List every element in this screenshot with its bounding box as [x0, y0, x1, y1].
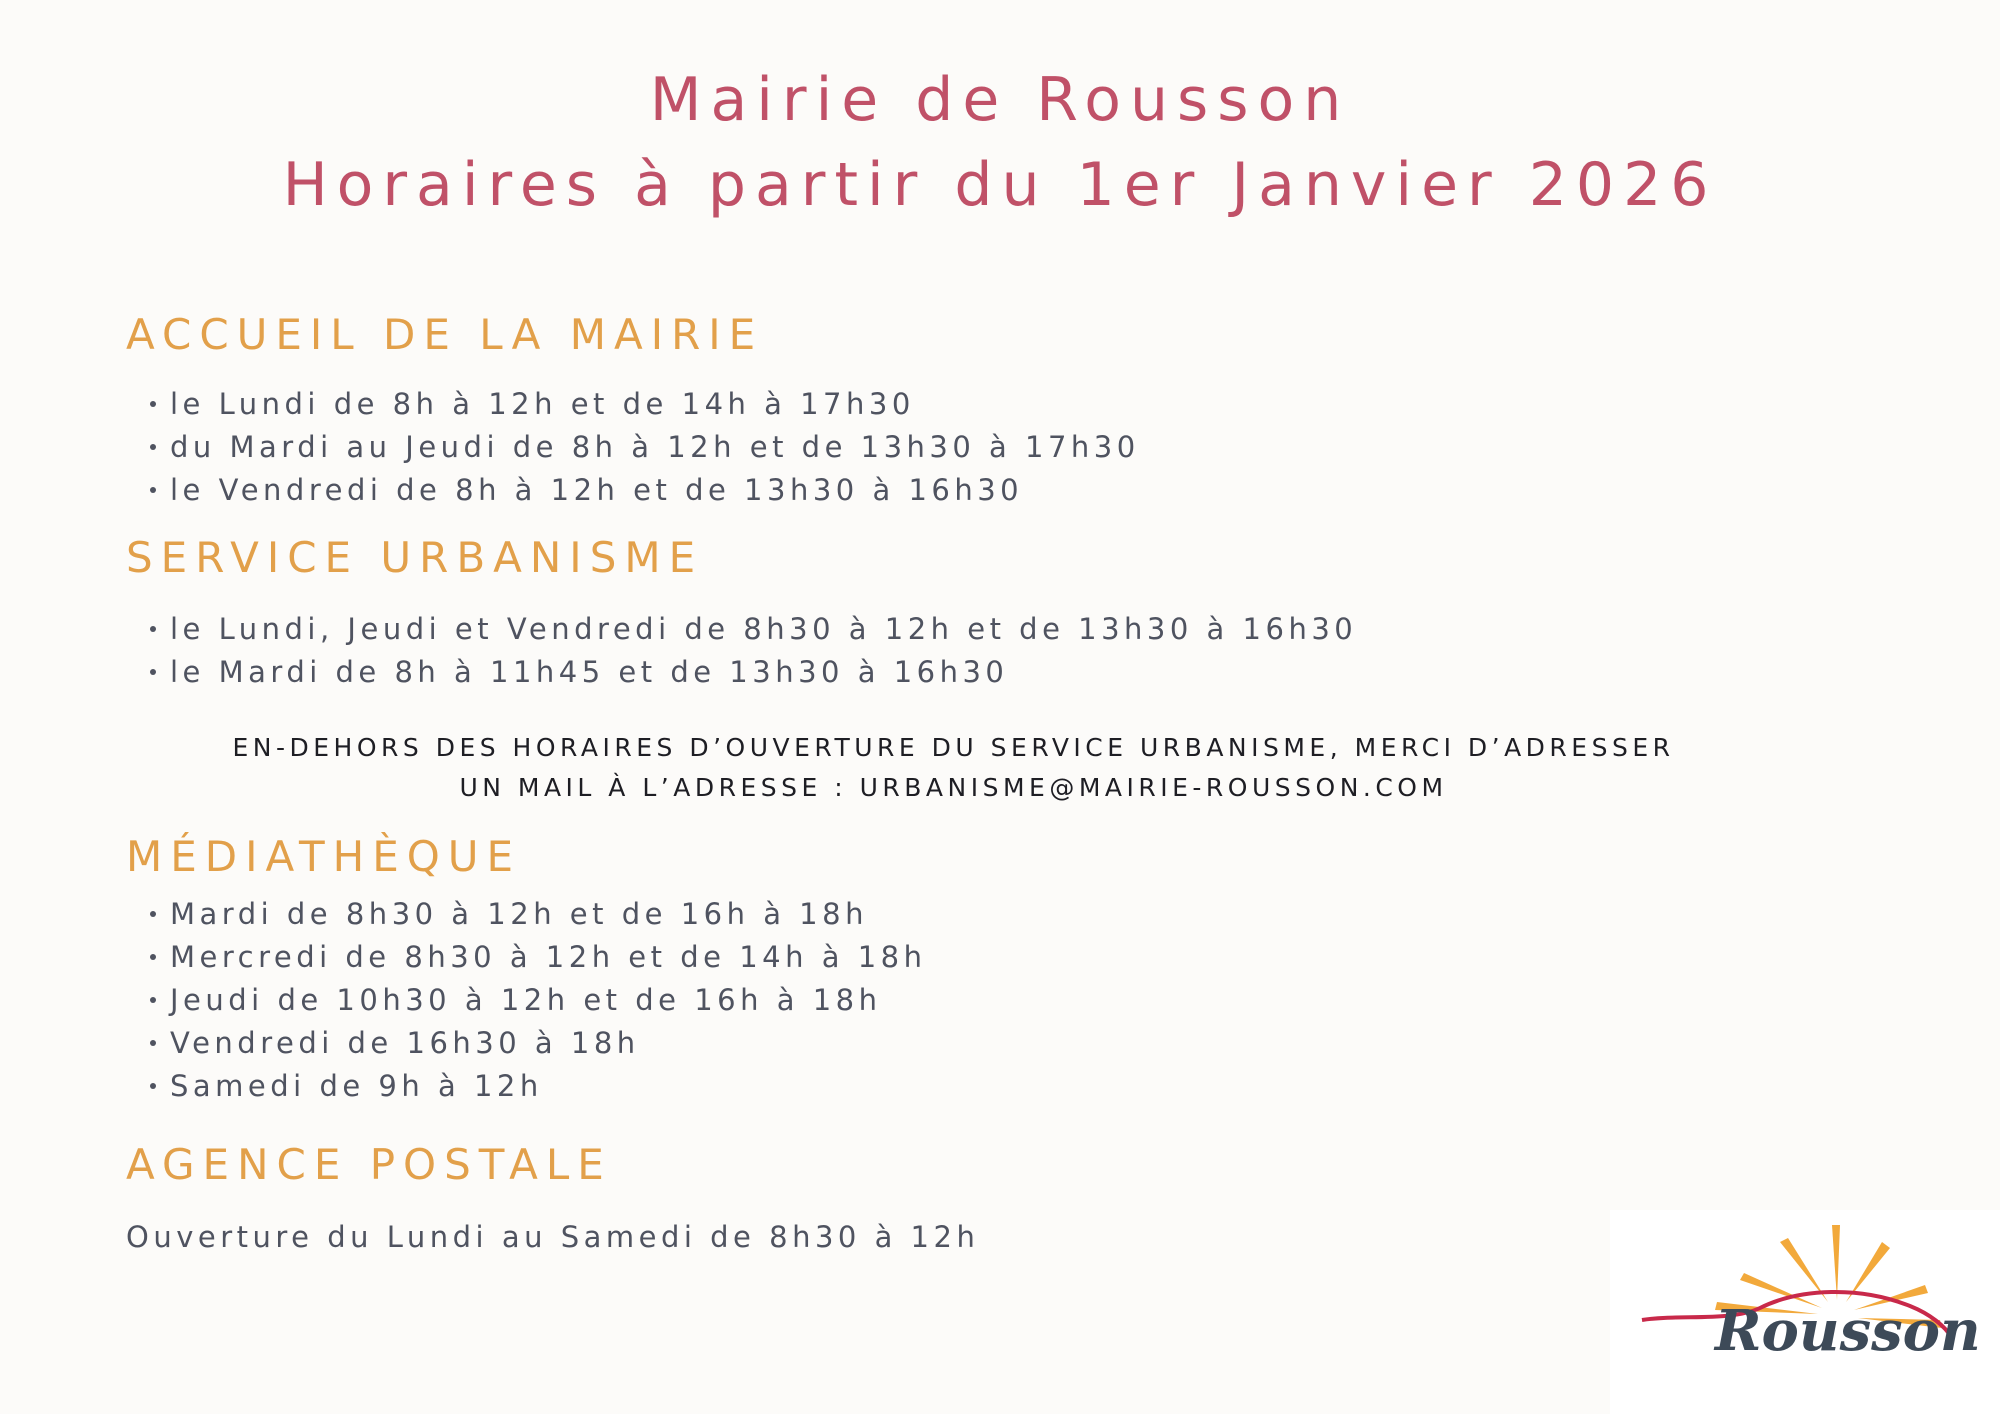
list-item [150, 469, 1140, 512]
list-item [150, 936, 926, 979]
section-heading-mediatheque: MÉDIATHÈQUE [126, 832, 522, 881]
list-item-text: du Mardi au Jeudi de 8h à 12h et de 13h30 à 17h30 [170, 430, 1140, 464]
bullet-icon [150, 669, 156, 675]
list-item [150, 608, 1357, 651]
list-item-text: le Lundi, Jeudi et Vendredi de 8h30 à 12h et de 13h30 à 16h30 [170, 612, 1358, 646]
section-heading-urbanisme: SERVICE URBANISME [126, 533, 704, 582]
bullet-icon [150, 954, 156, 960]
bullet-icon [150, 444, 156, 450]
bullet-icon [150, 626, 156, 632]
list-item [150, 383, 1140, 426]
rousson-logo [1610, 1210, 2000, 1414]
bullet-icon [150, 911, 156, 917]
page-subtitle: Horaires à partir du 1er Janvier 2026 [282, 150, 1718, 220]
list-item [150, 893, 926, 936]
list-item [150, 1022, 926, 1065]
section-heading-agence-postale: AGENCE POSTALE [126, 1140, 612, 1189]
urbanisme-note-line1: EN-DEHORS DES HORAIRES D’OUVERTURE DU SERVICE URBANISME, MERCI D’ADRESSER [232, 733, 1675, 762]
urbanisme-note-line2[interactable]: UN MAIL À L’ADRESSE : URBANISME@MAIRIE-ROUSSON.COM [459, 773, 1448, 802]
list-item-text: Mardi de 8h30 à 12h et de 16h à 18h [170, 897, 868, 931]
list-item-text: Samedi de 9h à 12h [170, 1069, 543, 1103]
list-item-text: le Lundi de 8h à 12h et de 14h à 17h30 [170, 387, 915, 421]
bullet-icon [150, 401, 156, 407]
section-heading-accueil: ACCUEIL DE LA MAIRIE [126, 310, 764, 359]
accueil-hours-list [150, 383, 1140, 512]
list-item [150, 426, 1140, 469]
bullet-icon [150, 487, 156, 493]
list-item [150, 979, 926, 1022]
list-item-text: Vendredi de 16h30 à 18h [170, 1026, 640, 1060]
bullet-icon [150, 1083, 156, 1089]
page-title: Mairie de Rousson [649, 65, 1351, 135]
list-item-text: Jeudi de 10h30 à 12h et de 16h à 18h [170, 983, 882, 1017]
agence-postale-hours: Ouverture du Lundi au Samedi de 8h30 à 12h [126, 1220, 980, 1254]
list-item-text: le Mardi de 8h à 11h45 et de 13h30 à 16h30 [170, 655, 1009, 689]
bullet-icon [150, 1040, 156, 1046]
logo-wordmark: Rousson [1715, 1298, 1981, 1364]
list-item-text: Mercredi de 8h30 à 12h et de 14h à 18h [170, 940, 927, 974]
bullet-icon [150, 997, 156, 1003]
list-item [150, 1065, 926, 1108]
urbanisme-hours-list [150, 608, 1357, 694]
mediatheque-hours-list [150, 893, 926, 1108]
list-item [150, 651, 1357, 694]
list-item-text: le Vendredi de 8h à 12h et de 13h30 à 16h30 [170, 473, 1024, 507]
